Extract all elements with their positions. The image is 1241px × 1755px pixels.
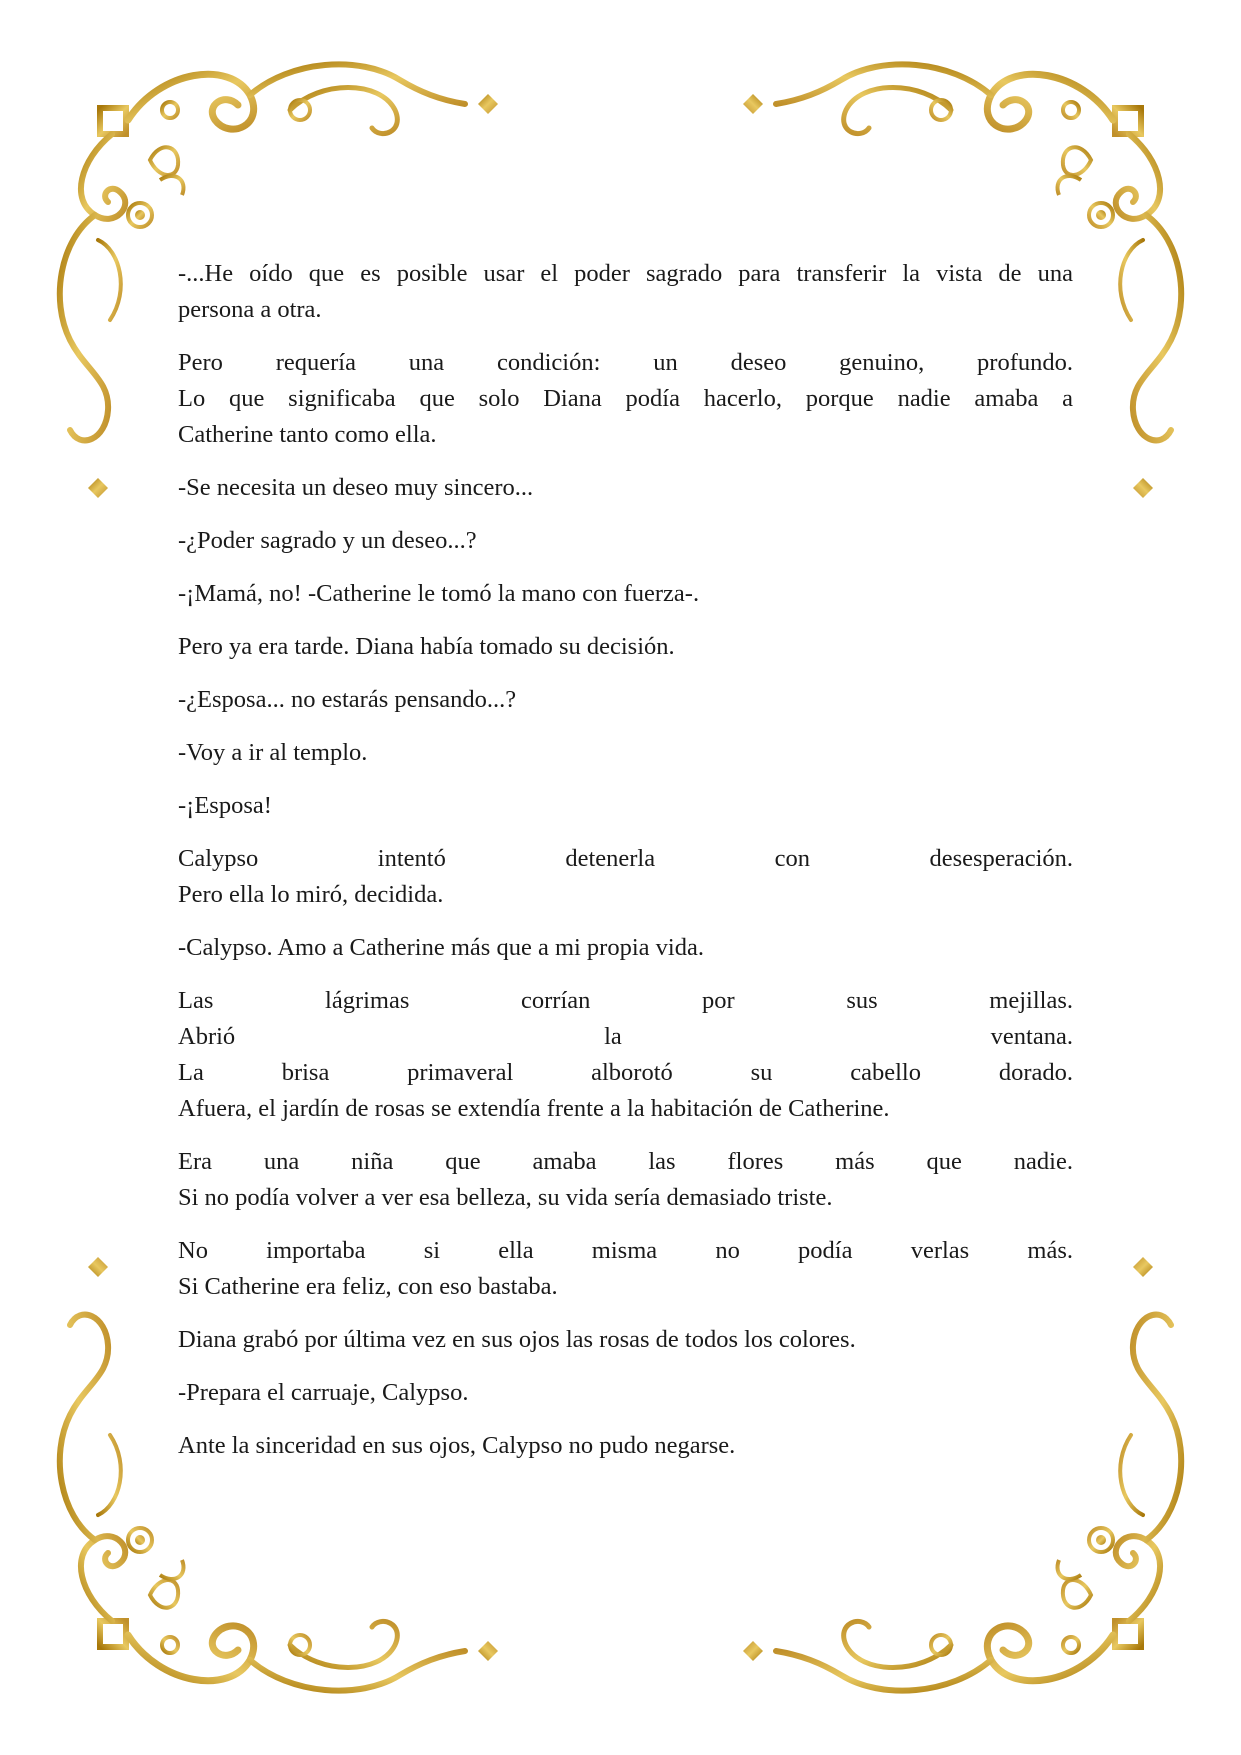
paragraph	[178, 1322, 1073, 1358]
paragraph	[178, 682, 1073, 718]
paragraph-line: -Voy a ir al templo.	[178, 739, 368, 766]
paragraph	[178, 983, 1073, 1127]
paragraph-line: -¿Poder sagrado y un deseo...?	[178, 527, 477, 554]
paragraph-line: Ante la sinceridad en sus ojos, Calypso no pudo negarse.	[178, 1432, 736, 1459]
paragraph-line: Era una niña que amaba las flores más que nadie.	[178, 1148, 1073, 1175]
paragraph-line: Las lágrimas corrían por sus mejillas.	[178, 987, 1073, 1014]
paragraph-line: Afuera, el jardín de rosas se extendía frente a la habitación de Catherine.	[178, 1095, 890, 1122]
paragraph-line: -¡Mamá, no! -Catherine le tomó la mano con fuerza-.	[178, 580, 700, 607]
paragraph-line: No importaba si ella misma no podía verlas más.	[178, 1237, 1073, 1264]
paragraph-line: persona a otra.	[178, 296, 322, 323]
document-body	[178, 256, 1073, 1481]
paragraph	[178, 629, 1073, 665]
paragraph	[178, 470, 1073, 506]
paragraph-line: La brisa primaveral alborotó su cabello dorado.	[178, 1059, 1073, 1086]
paragraph-line: Si Catherine era feliz, con eso bastaba.	[178, 1273, 558, 1300]
paragraph-line: -¿Esposa... no estarás pensando...?	[178, 686, 517, 713]
paragraph-line: Catherine tanto como ella.	[178, 421, 437, 448]
paragraph-line: Pero requería una condición: un deseo genuino, profundo.	[178, 349, 1073, 376]
paragraph-line: -...He oído que es posible usar el poder sagrado para transferir la vista de una	[178, 260, 1073, 287]
paragraph	[178, 1428, 1073, 1464]
paragraph	[178, 788, 1073, 824]
paragraph	[178, 1144, 1073, 1216]
paragraph	[178, 576, 1073, 612]
paragraph-line: Si no podía volver a ver esa belleza, su vida sería demasiado triste.	[178, 1184, 833, 1211]
paragraph	[178, 523, 1073, 559]
paragraph	[178, 735, 1073, 771]
paragraph-line: -Prepara el carruaje, Calypso.	[178, 1379, 469, 1406]
paragraph-line: Pero ella lo miró, decidida.	[178, 881, 444, 908]
paragraph	[178, 1375, 1073, 1411]
paragraph	[178, 930, 1073, 966]
paragraph	[178, 256, 1073, 328]
paragraph-line: -Se necesita un deseo muy sincero...	[178, 474, 534, 501]
paragraph-line: -¡Esposa!	[178, 792, 272, 819]
paragraph	[178, 345, 1073, 453]
paragraph-line: Pero ya era tarde. Diana había tomado su decisión.	[178, 633, 675, 660]
paragraph-line: -Calypso. Amo a Catherine más que a mi propia vida.	[178, 934, 704, 961]
paragraph	[178, 1233, 1073, 1305]
paragraph	[178, 841, 1073, 913]
paragraph-line: Lo que significaba que solo Diana podía hacerlo, porque nadie amaba a	[178, 385, 1073, 412]
paragraph-line: Diana grabó por última vez en sus ojos las rosas de todos los colores.	[178, 1326, 856, 1353]
paragraph-line: Calypso intentó detenerla con desesperación.	[178, 845, 1073, 872]
paragraph-line: Abrió la ventana.	[178, 1023, 1073, 1050]
